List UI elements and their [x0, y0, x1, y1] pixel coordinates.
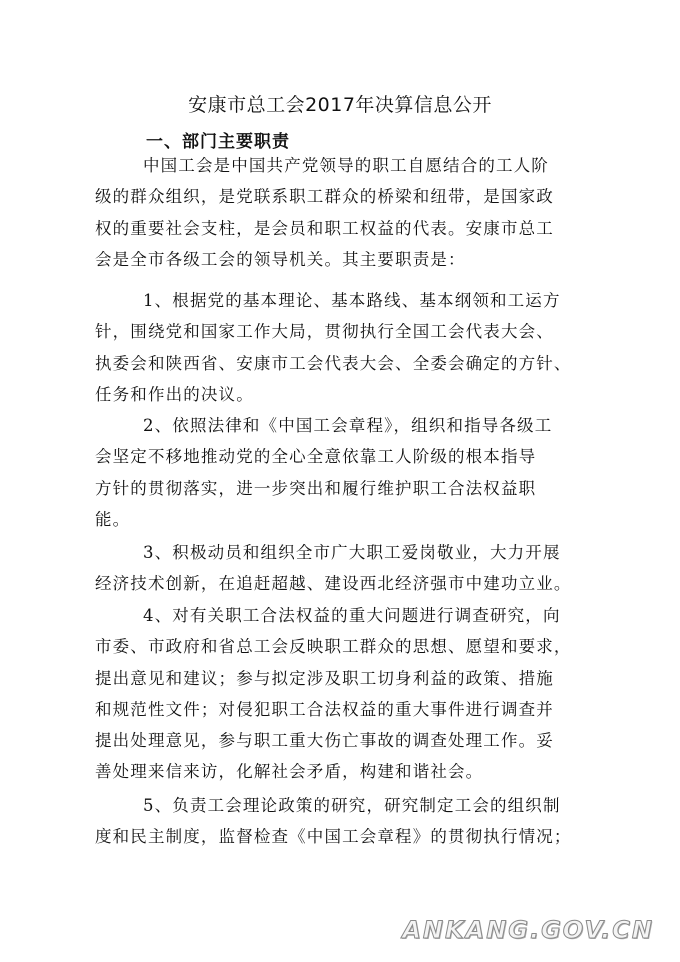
- paragraph-line: 5、负责工会理论政策的研究，研究制定工会的组织制: [143, 796, 561, 815]
- paragraph-line: 针，围绕党和国家工作大局，贯彻执行全国工会代表大会、: [95, 322, 554, 342]
- paragraph-line: 任务和作出的决议。: [95, 384, 254, 404]
- paragraph-line: 市委、市政府和省总工会反映职工群众的思想、愿望和要求，: [95, 637, 572, 657]
- paragraph-line: 经济技术创新，在追赶超越、建设西北经济强市中建功立业。: [95, 574, 572, 594]
- paragraph-line: 会坚定不移地推动党的全心全意依靠工人阶级的根本指导: [95, 447, 537, 467]
- site-watermark: ANKANG.GOV.CN: [402, 916, 654, 944]
- intro-paragraph: [95, 150, 595, 275]
- paragraph-line: 能。: [95, 509, 131, 529]
- paragraph-line: 权的重要社会支柱，是会员和职工权益的代表。安康市总工: [95, 218, 554, 238]
- paragraph-line: 1、根据党的基本理论、基本路线、基本纲领和工运方: [143, 291, 561, 310]
- paragraph-line: 执委会和陕西省、安康市工会代表大会、全委会确定的方针、: [95, 353, 572, 373]
- paragraph-line: 善处理来信来访，化解社会矛盾，构建和谐社会。: [95, 762, 484, 782]
- duty-item-3: [95, 537, 595, 600]
- section-heading: 一、部门主要职责: [146, 132, 290, 152]
- paragraph-line: 提出处理意见，参与职工重大伤亡事故的调查处理工作。妥: [95, 731, 554, 751]
- duty-item-4: [95, 600, 595, 788]
- duty-item-5: [95, 790, 595, 853]
- paragraph-line: 提出意见和建议；参与拟定涉及职工切身利益的政策、措施: [95, 668, 554, 688]
- paragraph-line: 会是全市各级工会的领导机关。其主要职责是：: [95, 249, 466, 269]
- duty-item-2: [95, 410, 595, 535]
- paragraph-line: 中国工会是中国共产党领导的职工自愿结合的工人阶: [143, 156, 549, 175]
- paragraph-line: 方针的贯彻落实，进一步突出和履行维护职工合法权益职: [95, 478, 537, 498]
- paragraph-line: 和规范性文件；对侵犯职工合法权益的重大事件进行调查并: [95, 699, 554, 719]
- paragraph-line: 度和民主制度，监督检查《中国工会章程》的贯彻执行情况；: [95, 827, 572, 847]
- duty-item-1: [95, 285, 595, 410]
- document-title: 安康市总工会2017年决算信息公开: [188, 94, 492, 116]
- paragraph-line: 2、依照法律和《中国工会章程》，组织和指导各级工: [143, 416, 553, 435]
- paragraph-line: 级的群众组织，是党联系职工群众的桥梁和纽带，是国家政: [95, 187, 554, 207]
- paragraph-line: 4、对有关职工合法权益的重大问题进行调查研究，向: [143, 606, 561, 625]
- paragraph-line: 3、积极动员和组织全市广大职工爱岗敬业，大力开展: [143, 543, 561, 562]
